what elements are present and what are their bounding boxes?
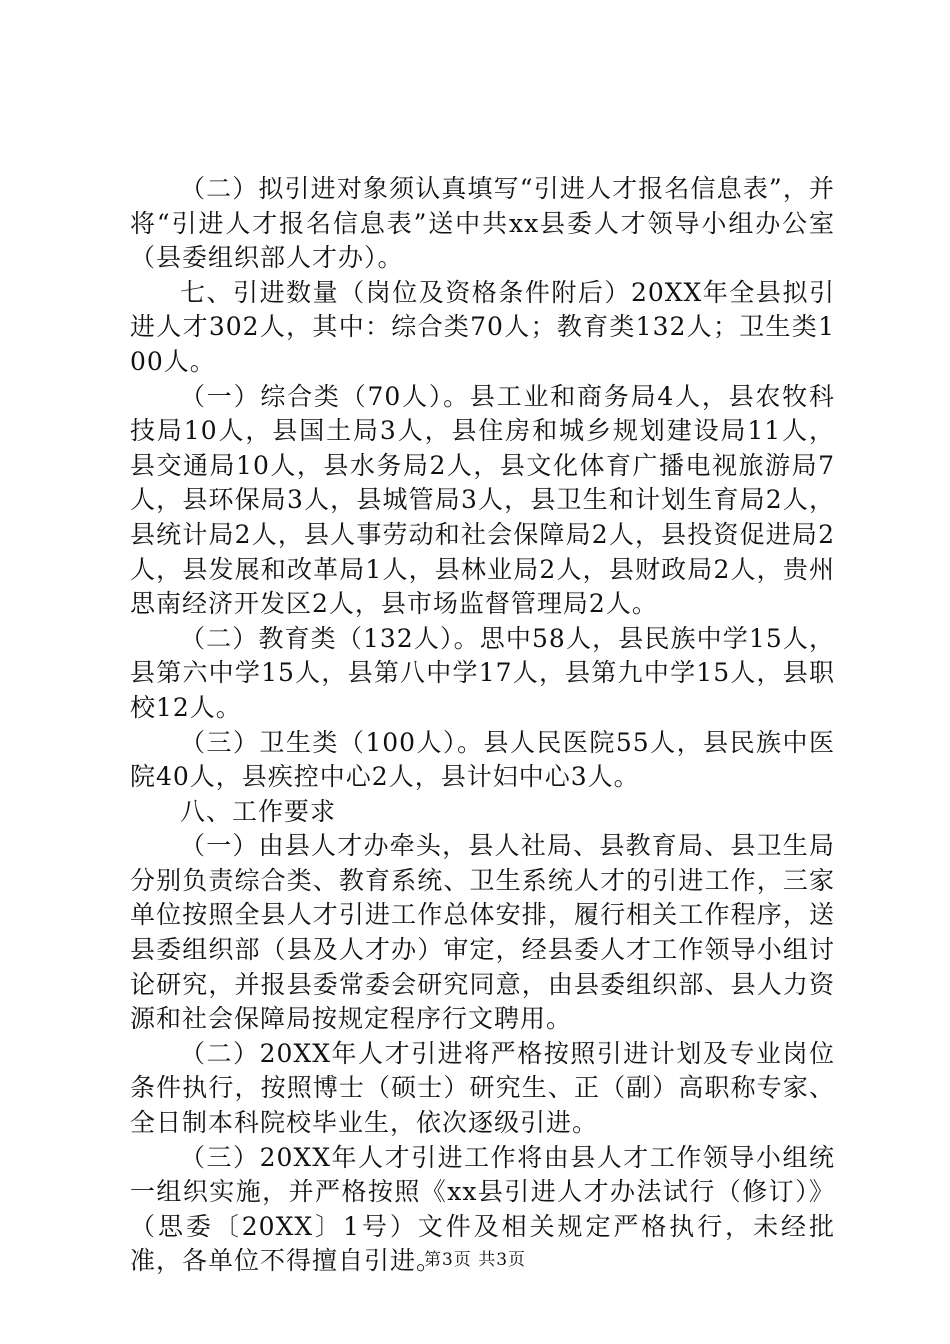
paragraph-requirement-2: （二）20XX年人才引进将严格按照引进计划及专业岗位条件执行，按照博士（硕士）研究生、正（副）高职称专家、全日制本科院校毕业生，依次逐级引进。 xyxy=(130,1038,835,1138)
paragraph-general-category: （一）综合类（70人）。县工业和商务局4人，县农牧科技局10人，县国土局3人，县住房和城乡规划建设局11人，县交通局10人，县水务局2人，县文化体育广播电视旅游局7人，县环保局3人，县城管局3人，县卫生和计划生育局2人，县统计局2人，县人事劳动和社会保障局2人，县投资促进局2人，县发展和改革局1人，县林业局2人，县财政局2人，贵州思南经济开发区2人，县市场监督管理局2人。 xyxy=(130,381,835,619)
paragraph-section-7-quota: 七、引进数量（岗位及资格条件附后）20XX年全县拟引进人才302人，其中：综合类70人；教育类132人；卫生类100人。 xyxy=(130,277,835,376)
page-number-footer: 第3页 共3页 xyxy=(423,1250,527,1270)
paragraph-education-category: （二）教育类（132人）。思中58人，县民族中学15人，县第六中学15人，县第八中学17人，县第九中学15人，县职校12人。 xyxy=(130,623,835,722)
paragraph-application-form: （二）拟引进对象须认真填写“引进人才报名信息表”，并将“引进人才报名信息表”送中共xx县委人才领导小组办公室（县委组织部人才办）。 xyxy=(130,174,835,273)
paragraph-requirement-1: （一）由县人才办牵头，县人社局、县教育局、县卫生局分别负责综合类、教育系统、卫生系统人才的引进工作，三家单位按照全县人才引进工作总体安排，履行相关工作程序，送县委组织部（县及人才办）审定，经县委人才工作领导小组讨论研究，并报县委常委会研究同意，由县委组织部、县人力资源和社会保障局按规定程序行文聘用。 xyxy=(130,831,835,1034)
section-heading-work-requirements: 八、工作要求 xyxy=(180,796,337,826)
document-body xyxy=(130,172,835,1279)
paragraph-requirement-3: （三）20XX年人才引进工作将由县人才工作领导小组统一组织实施，并严格按照《xx县引进人才办法试行（修订）》（思委〔20XX〕1号）文件及相关规定严格执行，未经批准，各单位不得擅自引进。 xyxy=(130,1142,835,1276)
paragraph-health-category: （三）卫生类（100人）。县人民医院55人，县民族中医院40人，县疾控中心2人，县计妇中心3人。 xyxy=(130,727,835,792)
